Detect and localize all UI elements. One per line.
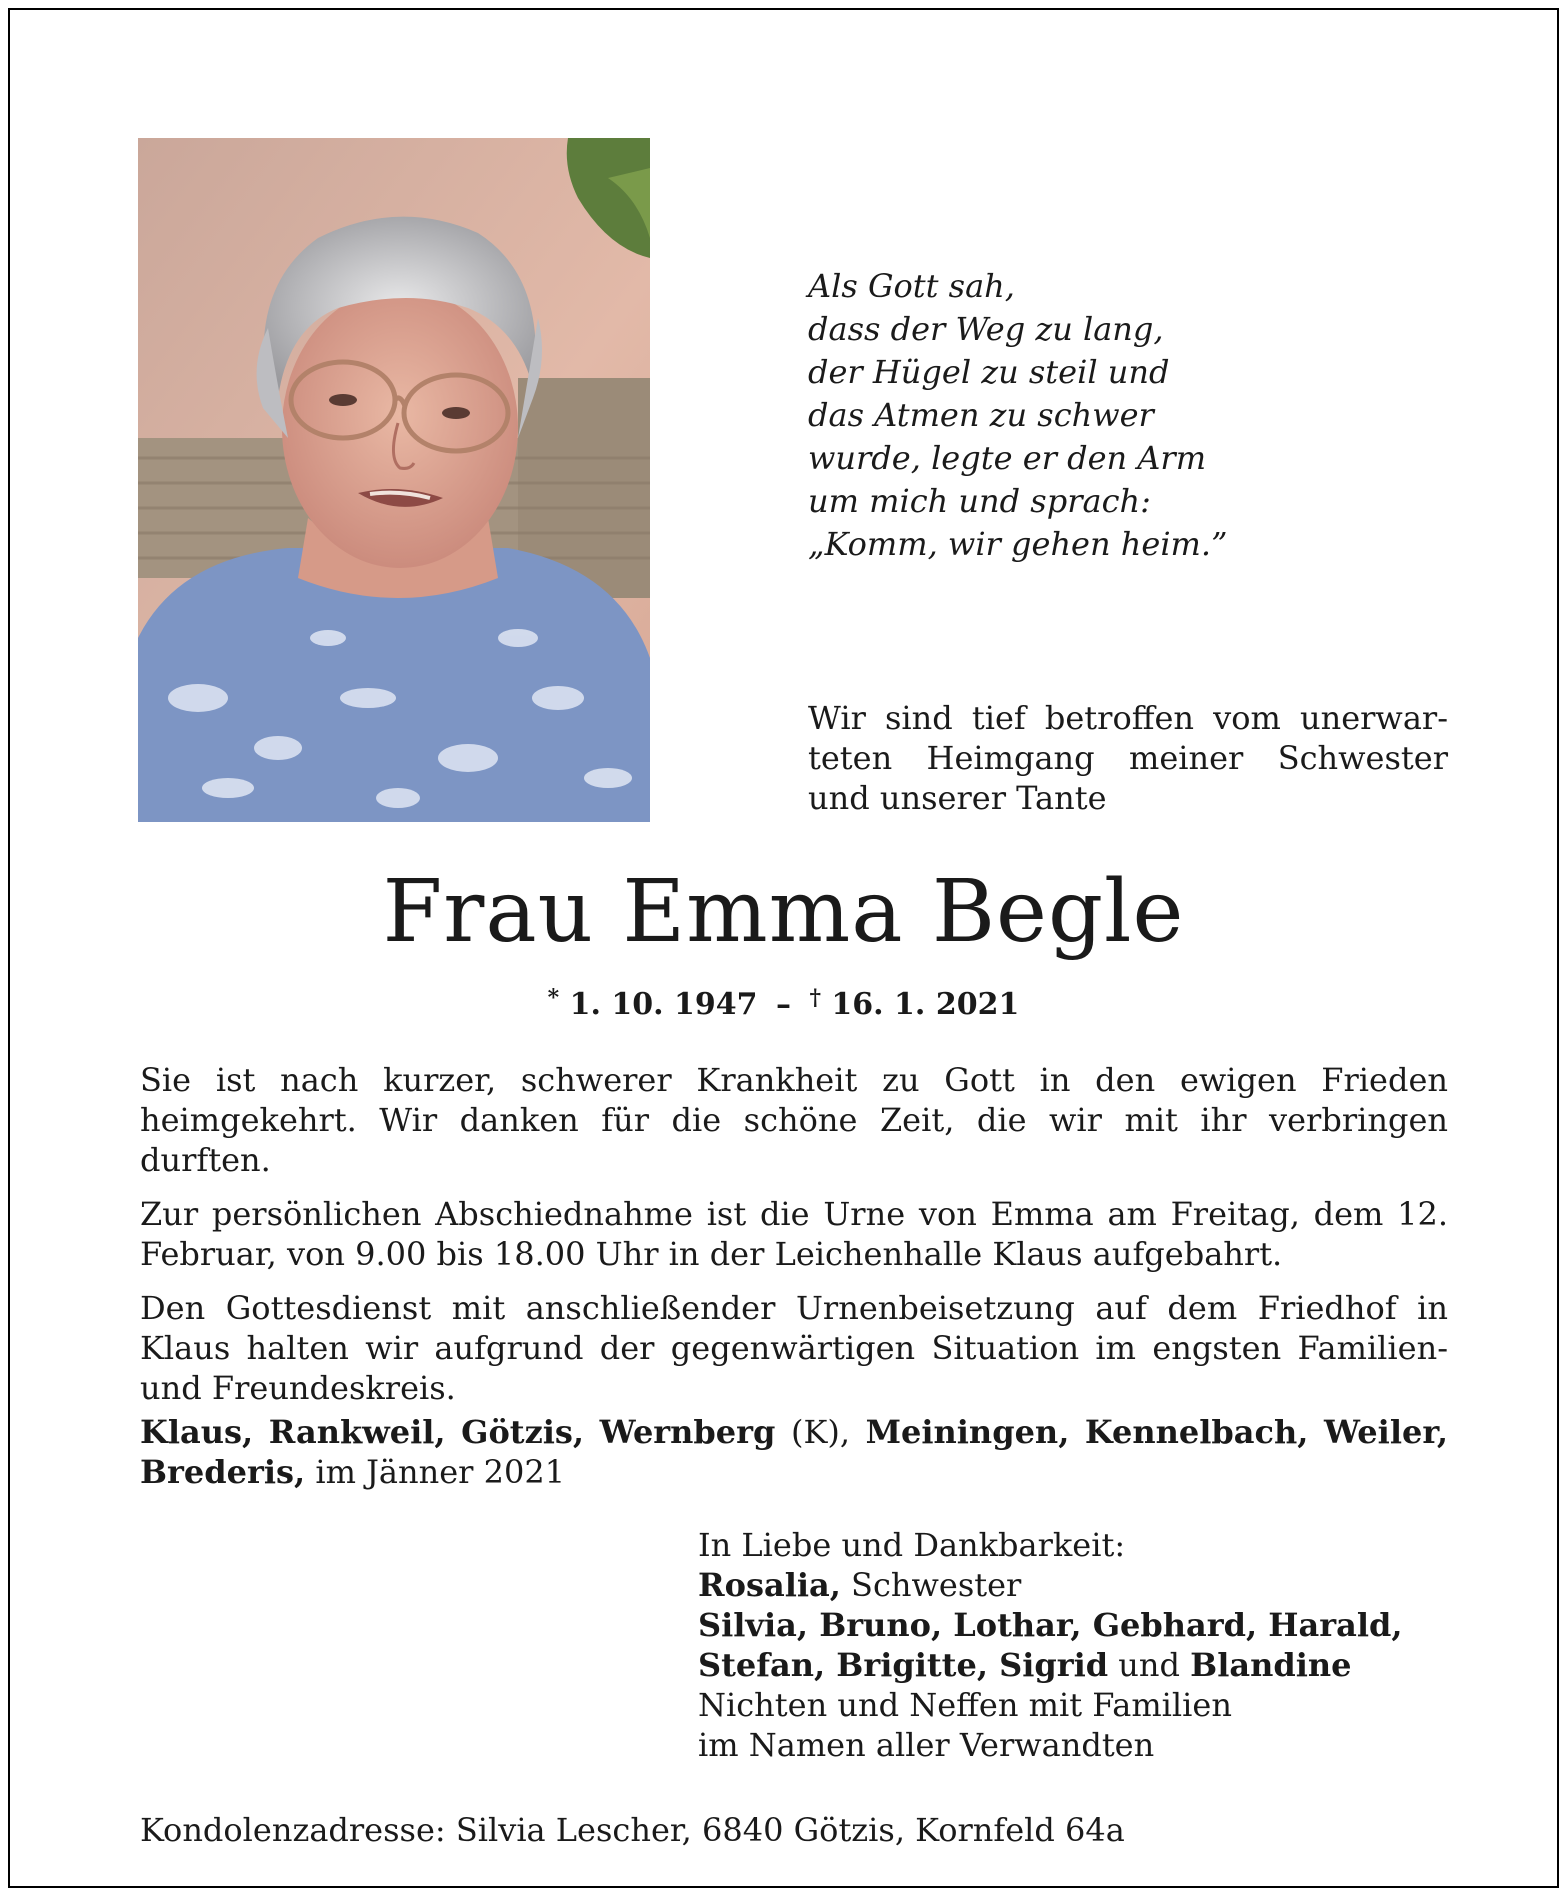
intro-text [808,698,1448,818]
place: Kennelbach, [1084,1413,1309,1451]
signature-names: Silvia, Bruno, Lothar, Gebhard, Harald, [698,1606,1403,1644]
body-paragraph: Zur persönlichen Abschiednahme ist die Urne von Emma am Freitag, dem 12. Februar, von 9.00 bis 18.00 Uhr in der Leichenhalle Klaus aufgebahrt. [140,1195,1448,1273]
sister-role: Schwester [851,1566,1022,1604]
poem-line: Als Gott sah, [808,267,1015,305]
signature-last-name: Blandine [1190,1646,1352,1684]
place-date: im Jänner 2021 [315,1453,566,1491]
birth-symbol: * [547,985,560,1011]
poem [808,265,1458,566]
poem-line: das Atmen zu schwer [808,396,1154,434]
place: Weiler, [1323,1413,1448,1451]
signature-all: im Namen aller Verwandten [698,1726,1155,1764]
place: Wernberg [599,1413,776,1451]
sister-name: Rosalia, [698,1566,841,1604]
poem-line: dass der Weg zu lang, [808,310,1164,348]
birth-date: 1. 10. 1947 [569,987,758,1022]
portrait-illustration [138,138,650,822]
condolence-address: Kondolenzadresse: Silvia Lescher, 6840 Götzis, Kornfeld 64a [140,1811,1125,1849]
portrait-photo [138,138,650,822]
date-separator: – [776,987,791,1022]
body-paragraph: Sie ist nach kurzer, schwerer Krankheit zu Gott in den ewigen Frieden heimgekehrt. Wir danken für die schöne Zeit, die wir mit ihr verbringen durften. [140,1061,1448,1179]
place: Götzis, [461,1413,585,1451]
place: Klaus, [140,1413,254,1451]
death-symbol: † [809,985,821,1011]
obituary-body [140,1060,1448,1422]
intro-line: und unserer Tante [808,779,1107,817]
poem-line: wurde, legte er den Arm [808,439,1207,477]
place: Rankweil, [268,1413,446,1451]
poem-line: der Hügel zu steil und [808,353,1170,391]
place: Brederis, [140,1453,306,1491]
signature-sister [698,1565,1458,1605]
life-dates [10,978,1557,1025]
places-line [140,1412,1448,1492]
intro-line: teten Heimgang meiner Schwester [808,739,1448,777]
signature-names-bold: Stefan, Brigitte, Sigrid [698,1646,1109,1684]
intro-line: Wir sind tief betroffen vom unerwar- [808,699,1448,737]
place-suffix: (K), [790,1413,850,1451]
death-date: 16. 1. 2021 [831,987,1020,1022]
signature-und: und [1118,1646,1180,1684]
body-paragraph: Den Gottesdienst mit anschließender Urnenbeisetzung auf dem Friedhof in Klaus halten wir aufgrund der gegenwärtigen Situation im engsten Familien- und Freundeskreis. [140,1289,1448,1407]
place: Meiningen, [865,1413,1070,1451]
deceased-name: Frau Emma Begle [382,862,1185,962]
signature-intro: In Liebe und Dankbarkeit: [698,1526,1126,1564]
obituary-page [8,8,1559,1888]
signatures [698,1525,1458,1765]
signature-names-2 [698,1645,1458,1685]
signature-relatives: Nichten und Neffen mit Familien [698,1686,1232,1724]
poem-line: „Komm, wir gehen heim.” [808,525,1228,563]
poem-line: um mich und sprach: [808,482,1151,520]
